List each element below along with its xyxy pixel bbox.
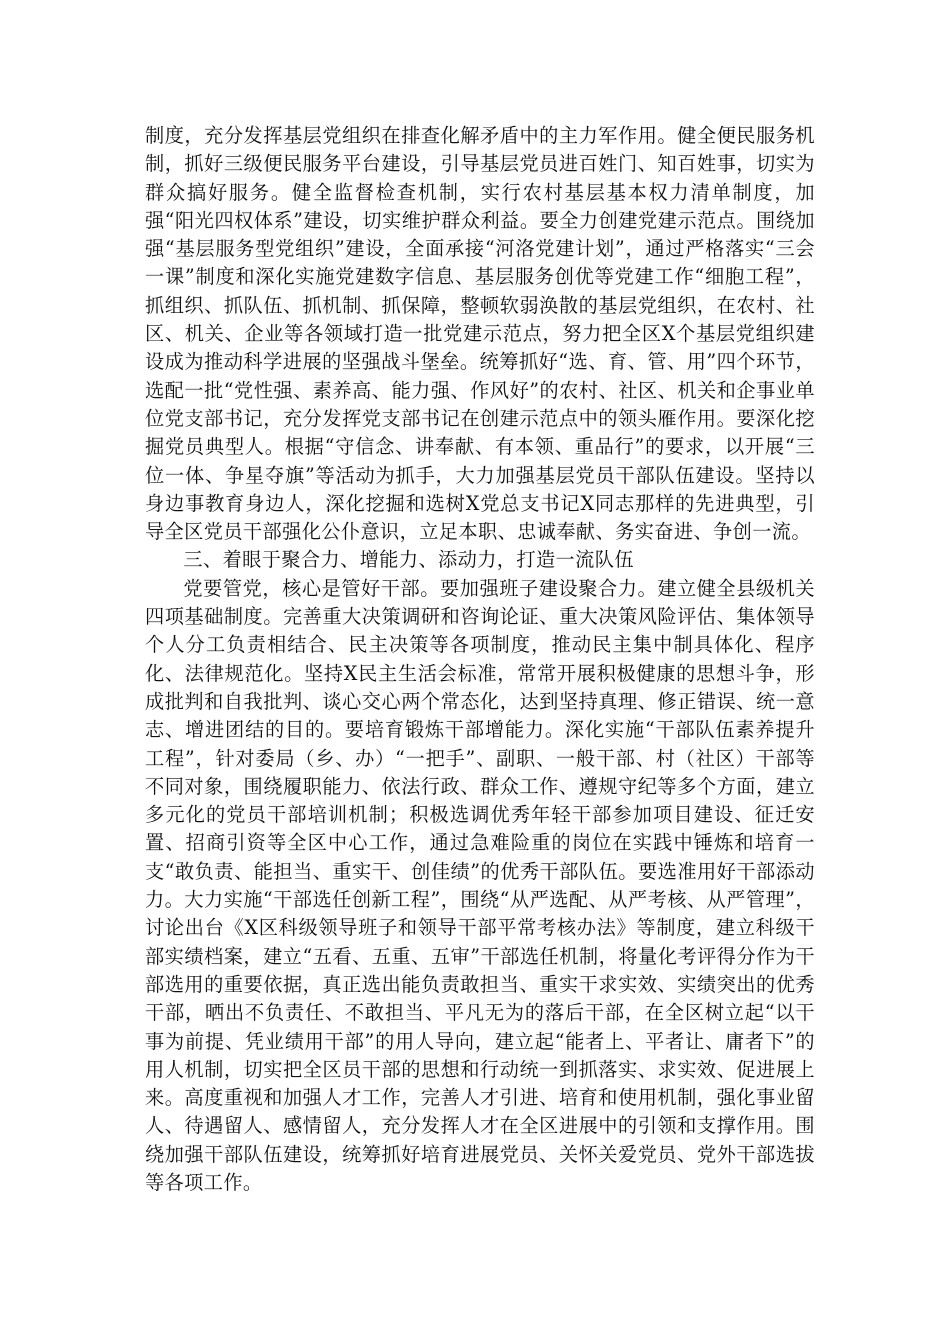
document-body [145,122,815,1197]
body-paragraph-1: 制度，充分发挥基层党组织在排查化解矛盾中的主力军作用。健全便民服务机制，抓好三级便民服务平台建设，引导基层党员进百姓门、知百姓事，切实为群众搞好服务。健全监督检查机制，实行农村基层基本权力清单制度，加强“阳光四权体系”建设，切实维护群众利益。要全力创建党建示范点。围绕加强“基层服务型党组织”建设，全面承接“河洛党建计划”，通过严格落实“三会一课”制度和深化实施党建数字信息、基层服务创优等党建工作“细胞工程”，抓组织、抓队伍、抓机制、抓保障，整顿软弱涣散的基层党组织，在农村、社区、机关、企业等各领域打造一批党建示范点，努力把全区X个基层党组织建设成为推动科学进展的坚强战斗堡垒。统筹抓好“选、育、管、用”四个环节，选配一批“党性强、素养高、能力强、作风好”的农村、社区、机关和企事业单位党支部书记，充分发挥党支部书记在创建示范点中的领头雁作用。要深化挖掘党员典型人。根据“守信念、讲奉献、有本领、重品行”的要求，以开展“三位一体、争星夺旗”等活动为抓手，大力加强基层党员干部队伍建设。坚持以身边事教育身边人，深化挖掘和选树X党总支书记X同志那样的先进典型，引导全区党员干部强化公仆意识，立足本职、忠诚奉献、务实奋进、争创一流。 [145,124,815,544]
body-paragraph-2: 党要管党，核心是管好干部。要加强班子建设聚合力。建立健全县级机关四项基础制度。完善重大决策调研和咨询论证、重大决策风险评估、集体领导个人分工负责相结合、民主决策等各项制度，推动民主集中制具体化、程序化、法律规范化。坚持X民主生活会标准，常常开展积极健康的思想斗争，形成批判和自我批判、谈心交心两个常态化，达到坚持真理、修正错误、统一意志、增进团结的目的。要培育锻炼干部增能力。深化实施“干部队伍素养提升工程”，针对委局（乡、办）“一把手”、副职、一般干部、村（社区）干部等不同对象，围绕履职能力、依法行政、群众工作、遵规守纪等多个方面，建立多元化的党员干部培训机制；积极选调优秀年轻干部参加项目建设、征迁安置、招商引资等全区中心工作，通过急难险重的岗位在实践中锤炼和培育一支“敢负责、能担当、重实干、创佳绩”的优秀干部队伍。要选准用好干部添动力。大力实施“干部选任创新工程”，围绕“从严选配、从严考核、从严管理”，讨论出台《X区科级领导班子和领导干部平常考核办法》等制度，建立科级干部实绩档案，建立“五看、五重、五审”干部选任机制，将量化考评得分作为干部选用的重要依据，真正选出能负责敢担当、重实干求实效、实绩突出的优秀干部，晒出不负责任、不敢担当、平凡无为的落后干部，在全区树立起“以干事为前提、凭业绩用干部”的用人导向，建立起“能者上、平者让、庸者下”的用人机制，切实把全区员干部的思想和行动统一到抓落实、求实效、促进展上来。高度重视和加强人才工作，完善人才引进、培育和使用机制，强化事业留人、待遇留人、感情留人，充分发挥人才在全区进展中的引领和支撑作用。围绕加强干部队伍建设，统筹抓好培育进展党员、关怀关爱党员、党外干部选拔等各项工作。 [145,576,815,1194]
section-heading-3: 三、着眼于聚合力、增能力、添动力，打造一流队伍 [183,548,634,572]
